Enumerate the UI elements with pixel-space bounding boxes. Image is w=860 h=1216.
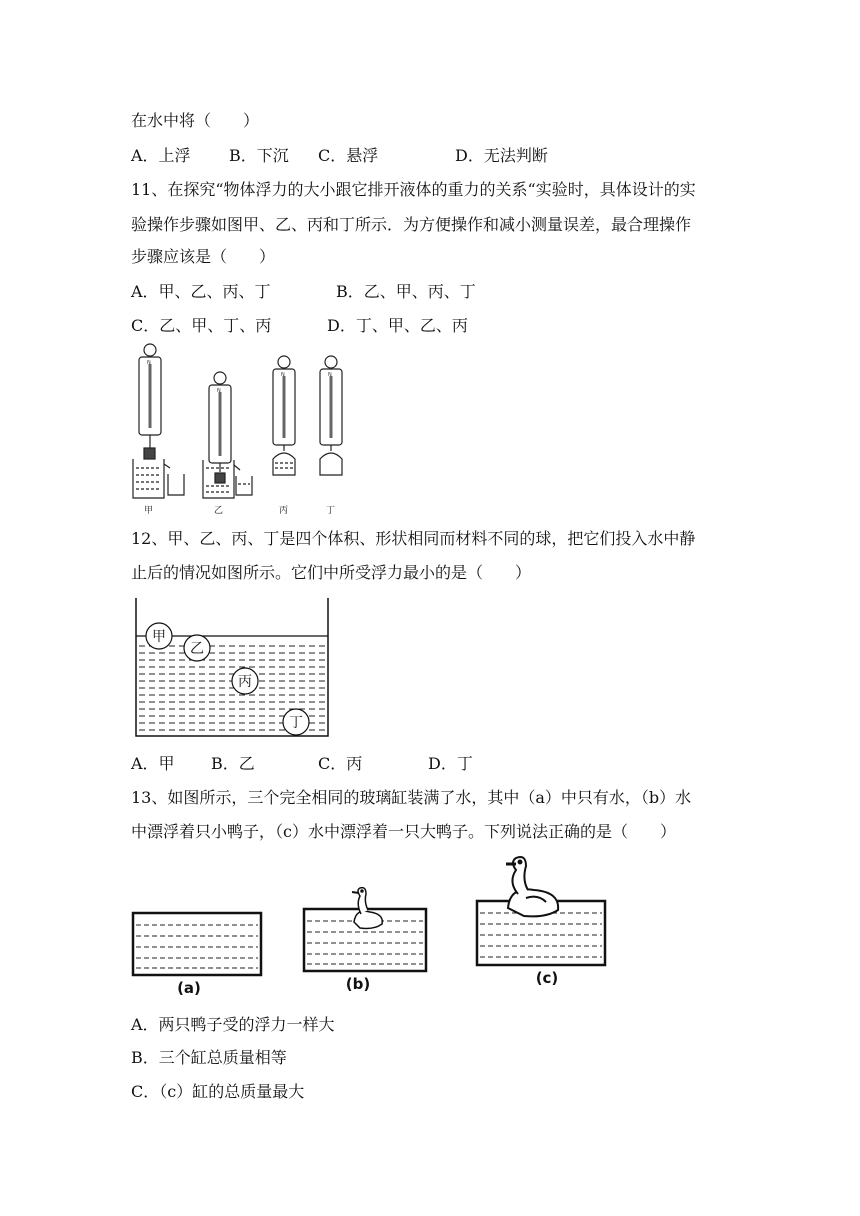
q11-spring-scale-figure [128,342,358,518]
tank-label-b: (b) [345,975,371,993]
q13-option-a: A．两只鸭子受的浮力一样大 [131,1015,335,1034]
q13-option-b: B．三个缸总质量相等 [131,1048,287,1067]
ball-label-bing: 丙 [238,674,252,690]
scale-yi [203,372,252,498]
q11-option-c: C．乙、甲、丁、丙 [131,316,272,335]
q11-option-a: A．甲、乙、丙、丁 [131,282,271,301]
tank-a [133,913,261,975]
fig11-label-ding: 丁 [326,506,336,516]
q12-option-d: D．丁 [428,754,473,773]
q10-option-c: C．悬浮 [318,146,379,165]
q13-stem-line-2: 中漂浮着只小鸭子，（c）水中漂浮着一只大鸭子。下列说法正确的是（ ） [131,822,676,841]
scale-unit-yi: N [217,388,221,394]
q11-option-b: B．乙、甲、丙、丁 [336,282,476,301]
q11-option-d: D．丁、甲、乙、丙 [327,316,468,335]
q12-option-b: B．乙 [211,754,255,773]
ball-label-yi: 乙 [190,641,204,657]
scale-markings [147,360,332,394]
scale-unit-ding: N [328,372,332,378]
big-duck-icon [506,857,558,916]
q10-stem-tail: 在水中将（ ） [131,111,260,130]
q10-option-a: A．上浮 [131,146,191,165]
q13-tanks-figure [130,852,610,1002]
scale-unit-bing: N [281,372,285,378]
tank-label-a: (a) [177,979,201,997]
tank-label-c: (c) [535,969,559,987]
q12-option-c: C．丙 [318,754,363,773]
scale-unit-jia: N [147,360,151,366]
q12-stem-line-2: 止后的情况如图所示。它们中所受浮力最小的是（ ） [131,563,532,582]
q10-option-d: D．无法判断 [455,146,548,165]
q13-option-c: C．（c）缸的总质量最大 [131,1082,305,1101]
fig11-label-yi: 乙 [214,506,224,516]
fig11-label-bing: 丙 [279,506,289,516]
q11-stem-line-3: 步骤应该是（ ） [131,247,276,266]
tank-c-water [480,913,602,957]
fig11-label-jia: 甲 [144,506,154,516]
q12-option-a: A．甲 [131,754,175,773]
q10-option-b: B．下沉 [229,146,289,165]
q11-stem-line-2: 验操作步骤如图甲、乙、丙和丁所示．为方便操作和减小测量误差，最合理操作 [131,215,692,234]
scale-jia [133,344,184,498]
q11-stem-line-1: 11、在探究“物体浮力的大小跟它排开液体的重力的关系“实验时，具体设计的实 [131,180,696,199]
q13-stem-line-1: 13、如图所示，三个完全相同的玻璃缸装满了水，其中（a）中只有水，（b）水 [131,788,692,807]
tank-a-water [136,925,258,968]
ball-label-jia: 甲 [152,629,166,645]
q12-stem-line-1: 12、甲、乙、丙、丁是四个体积、形状相同而材料不同的球，把它们投入水中静 [131,529,696,548]
q12-container-figure [130,596,340,740]
ball-label-ding: 丁 [289,715,303,731]
